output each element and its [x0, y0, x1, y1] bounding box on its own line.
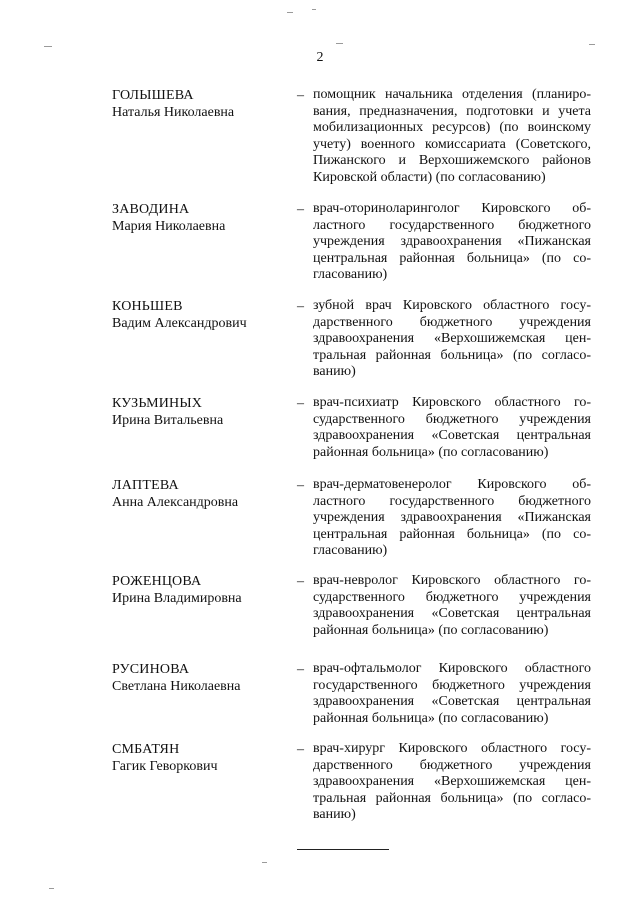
scan-speck	[312, 9, 316, 10]
description-line: врач-дерматовенеролог Кировского об-	[313, 477, 591, 492]
description-line: сударственного бюджетного учреждения	[313, 589, 591, 605]
member-position-description	[313, 298, 591, 381]
description-line: здравоохранения «Советская центральная	[313, 694, 591, 709]
description-line: учету) военного комиссариата (Советского,	[313, 136, 591, 152]
member-surname: РОЖЕНЦОВА	[112, 574, 202, 589]
description-line: ластного государственного бюджетного	[313, 493, 591, 509]
description-line: здравоохранения «Советская центральная	[313, 428, 591, 443]
description-line: помощник начальника отделения (планиро-	[313, 87, 591, 102]
member-position-description	[313, 741, 591, 824]
description-line: дарственного бюджетного учреждения	[313, 757, 591, 773]
description-line: зубной врач Кировского областного госу-	[313, 298, 591, 313]
member-given-names: Светлана Николаевна	[112, 679, 241, 694]
description-line: Пижанского и Верхошижемского районов	[313, 153, 591, 168]
member-surname: ГОЛЫШЕВА	[112, 88, 194, 103]
page-number: 2	[316, 50, 324, 65]
member-position-description	[313, 661, 591, 727]
member-position-description	[313, 395, 591, 461]
member-surname: ЛАПТЕВА	[112, 478, 179, 493]
member-given-names: Ирина Владимировна	[112, 591, 242, 606]
description-line: районная больница» (по согласованию)	[313, 622, 549, 638]
description-line: ластного государственного бюджетного	[313, 217, 591, 233]
separator-dash: –	[297, 202, 304, 217]
description-line: врач-невролог Кировского областного го-	[313, 573, 591, 588]
scan-speck	[336, 43, 343, 44]
separator-dash: –	[297, 88, 304, 103]
member-surname: КОНЬШЕВ	[112, 299, 183, 314]
description-line: врач-психиатр Кировского областного го-	[313, 395, 591, 410]
separator-dash: –	[297, 396, 304, 411]
member-given-names: Мария Николаевна	[112, 219, 226, 234]
member-given-names: Гагик Геворкович	[112, 759, 218, 774]
description-line: гласованию)	[313, 543, 388, 558]
separator-dash: –	[297, 574, 304, 589]
description-line: тральная районная больница» (по согласо-	[313, 790, 591, 806]
member-given-names: Наталья Николаевна	[112, 105, 235, 120]
description-line: Кировской области) (по согласованию)	[313, 169, 546, 185]
description-line: здравоохранения «Верхошижемская цен-	[313, 331, 591, 346]
separator-dash: –	[297, 299, 304, 314]
member-surname: ЗАВОДИНА	[112, 202, 190, 217]
description-line: тральная районная больница» (по согласо-	[313, 347, 591, 363]
member-position-description	[313, 573, 591, 639]
description-line: центральная районная больница» (по со-	[313, 250, 591, 266]
description-line: врач-хирург Кировского областного госу-	[313, 741, 591, 756]
scan-speck	[287, 12, 293, 13]
end-rule	[297, 849, 389, 850]
description-line: врач-офтальмолог Кировского областного	[313, 661, 591, 676]
member-position-description	[313, 477, 591, 560]
separator-dash: –	[297, 478, 304, 493]
description-line: центральная районная больница» (по со-	[313, 526, 591, 542]
member-position-description	[313, 201, 591, 284]
description-line: ванию)	[313, 364, 356, 379]
description-line: районная больница» (по согласованию)	[313, 710, 549, 726]
scan-speck	[589, 44, 595, 45]
member-surname: КУЗЬМИНЫХ	[112, 396, 203, 411]
description-line: дарственного бюджетного учреждения	[313, 314, 591, 330]
member-position-description	[313, 87, 591, 186]
separator-dash: –	[297, 662, 304, 677]
description-line: мобилизационных ресурсов) (по воинскому	[313, 120, 591, 135]
scan-speck	[49, 888, 54, 889]
scan-speck	[262, 862, 267, 863]
description-line: районная больница» (по согласованию)	[313, 444, 549, 460]
member-given-names: Ирина Витальевна	[112, 413, 224, 428]
description-line: вания, предназначения, подготовки и учета	[313, 103, 591, 119]
member-surname: РУСИНОВА	[112, 662, 190, 677]
description-line: учреждения здравоохранения «Пижанская	[313, 510, 591, 525]
scan-speck	[44, 46, 52, 47]
member-given-names: Вадим Александрович	[112, 316, 247, 331]
description-line: гласованию)	[313, 267, 388, 282]
member-given-names: Анна Александровна	[112, 495, 239, 510]
description-line: ванию)	[313, 807, 356, 822]
separator-dash: –	[297, 742, 304, 757]
member-surname: СМБАТЯН	[112, 742, 180, 757]
description-line: здравоохранения «Верхошижемская цен-	[313, 774, 591, 789]
description-line: здравоохранения «Советская центральная	[313, 606, 591, 621]
description-line: сударственного бюджетного учреждения	[313, 411, 591, 427]
description-line: государственного бюджетного учреждения	[313, 677, 591, 693]
description-line: учреждения здравоохранения «Пижанская	[313, 234, 591, 249]
description-line: врач-оториноларинголог Кировского об-	[313, 201, 591, 216]
